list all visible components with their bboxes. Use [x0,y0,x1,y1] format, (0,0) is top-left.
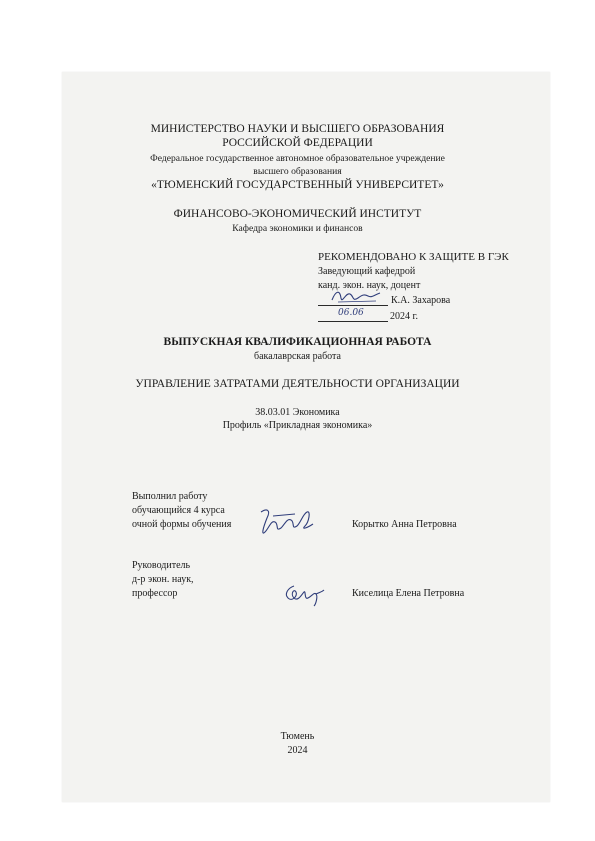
ministry-line-1: МИНИСТЕРСТВО НАУКИ И ВЫСШЕГО ОБРАЗОВАНИЯ [150,123,445,135]
approval-degree: канд. экон. наук, доцент [318,280,421,291]
work-subtype: бакалаврская работа [254,351,341,362]
specialty-code: 38.03.01 Экономика [255,407,340,418]
supervisor-name: Киселица Елена Петровна [352,588,465,599]
institution-line-1: Федеральное государственное автономное образовательное учреждение [150,153,445,164]
head-name: К.А. Захарова [391,295,451,306]
city: Тюмень [280,731,315,742]
university-name: «ТЮМЕНСКИЙ ГОСУДАРСТВЕННЫЙ УНИВЕРСИТЕТ» [151,179,444,191]
author-line-3: очной формы обучения [132,519,232,530]
author-name: Корытко Анна Петровна [352,519,457,530]
supervisor-line-1: Руководитель [132,560,191,571]
ministry-line-2: РОССИЙСКОЙ ФЕДЕРАЦИИ [222,137,373,149]
approval-title: РЕКОМЕНДОВАНО К ЗАЩИТЕ В ГЭК [318,251,509,263]
institute-name: ФИНАНСОВО-ЭКОНОМИЧЕСКИЙ ИНСТИТУТ [173,208,422,220]
department-name: Кафедра экономики и финансов [232,223,363,234]
approval-year: 2024 г. [390,311,418,322]
supervisor-line-3: профессор [132,588,178,599]
supervisor-line-2: д-р экон. наук, [132,574,194,585]
author-line-1: Выполнил работу [132,491,208,502]
date-line [318,321,388,322]
author-line-2: обучающийся 4 курса [132,505,225,516]
handwritten-date: 06.06 [338,308,364,318]
year: 2024 [287,745,308,756]
head-signature [328,286,388,308]
approval-position: Заведующий кафедрой [318,266,416,277]
author-signature [255,502,317,540]
supervisor-signature [280,580,328,608]
specialty-profile: Профиль «Прикладная экономика» [222,420,373,431]
work-topic: УПРАВЛЕНИЕ ЗАТРАТАМИ ДЕЯТЕЛЬНОСТИ ОРГАНИЗАЦИИ [135,378,460,390]
work-type: ВЫПУСКНАЯ КВАЛИФИКАЦИОННАЯ РАБОТА [163,336,432,348]
institution-line-2: высшего образования [253,166,342,177]
